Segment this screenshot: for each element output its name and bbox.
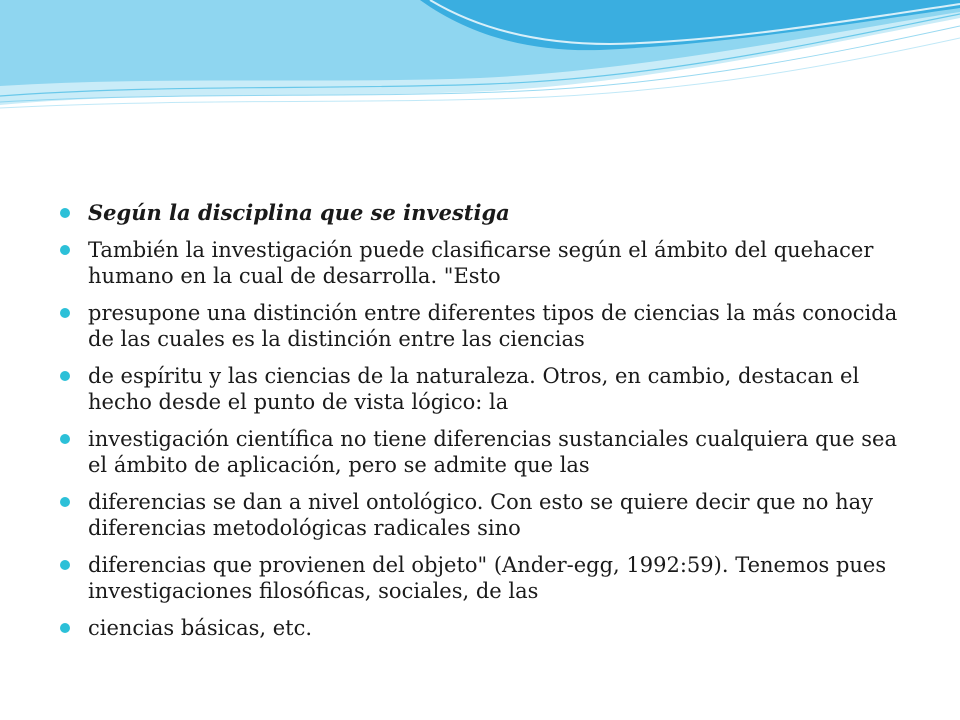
bullet-item xyxy=(60,426,920,478)
bullet-text: de espíritu y las ciencias de la naturaleza. Otros, en cambio, destacan el hecho desde el punto de vista lógico: la xyxy=(88,364,860,414)
bullet-text: diferencias se dan a nivel ontológico. Con esto se quiere decir que no hay diferencias metodológicas radicales sino xyxy=(88,490,874,540)
decorative-wave xyxy=(0,0,960,140)
bullet-text: ciencias básicas, etc. xyxy=(88,616,313,640)
bullet-item xyxy=(60,300,920,352)
bullet-dot-icon xyxy=(60,623,70,633)
bullet-item xyxy=(60,237,920,289)
bullet-dot-icon xyxy=(60,208,70,218)
bullet-text: Según la disciplina que se investiga xyxy=(88,200,510,225)
bullet-text: También la investigación puede clasificarse según el ámbito del quehacer humano en la cual de desarrolla. "Esto xyxy=(88,238,874,288)
bullet-dot-icon xyxy=(60,371,70,381)
bullet-text: presupone una distinción entre diferentes tipos de ciencias la más conocida de las cuales es la distinción entre las ciencias xyxy=(88,301,898,351)
bullet-text: investigación científica no tiene diferencias sustanciales cualquiera que sea el ámbito de aplicación, pero se admite que las xyxy=(88,427,897,477)
bullet-list xyxy=(60,200,920,641)
bullet-item xyxy=(60,552,920,604)
bullet-dot-icon xyxy=(60,560,70,570)
bullet-dot-icon xyxy=(60,308,70,318)
bullet-item xyxy=(60,615,920,641)
bullet-item xyxy=(60,363,920,415)
bullet-dot-icon xyxy=(60,434,70,444)
bullet-dot-icon xyxy=(60,245,70,255)
bullet-dot-icon xyxy=(60,497,70,507)
bullet-item xyxy=(60,489,920,541)
content-area xyxy=(60,200,920,652)
bullet-text: diferencias que provienen del objeto" (Ander-egg, 1992:59). Tenemos pues investigaciones filosóficas, sociales, de las xyxy=(88,553,887,603)
bullet-heading xyxy=(60,200,920,226)
